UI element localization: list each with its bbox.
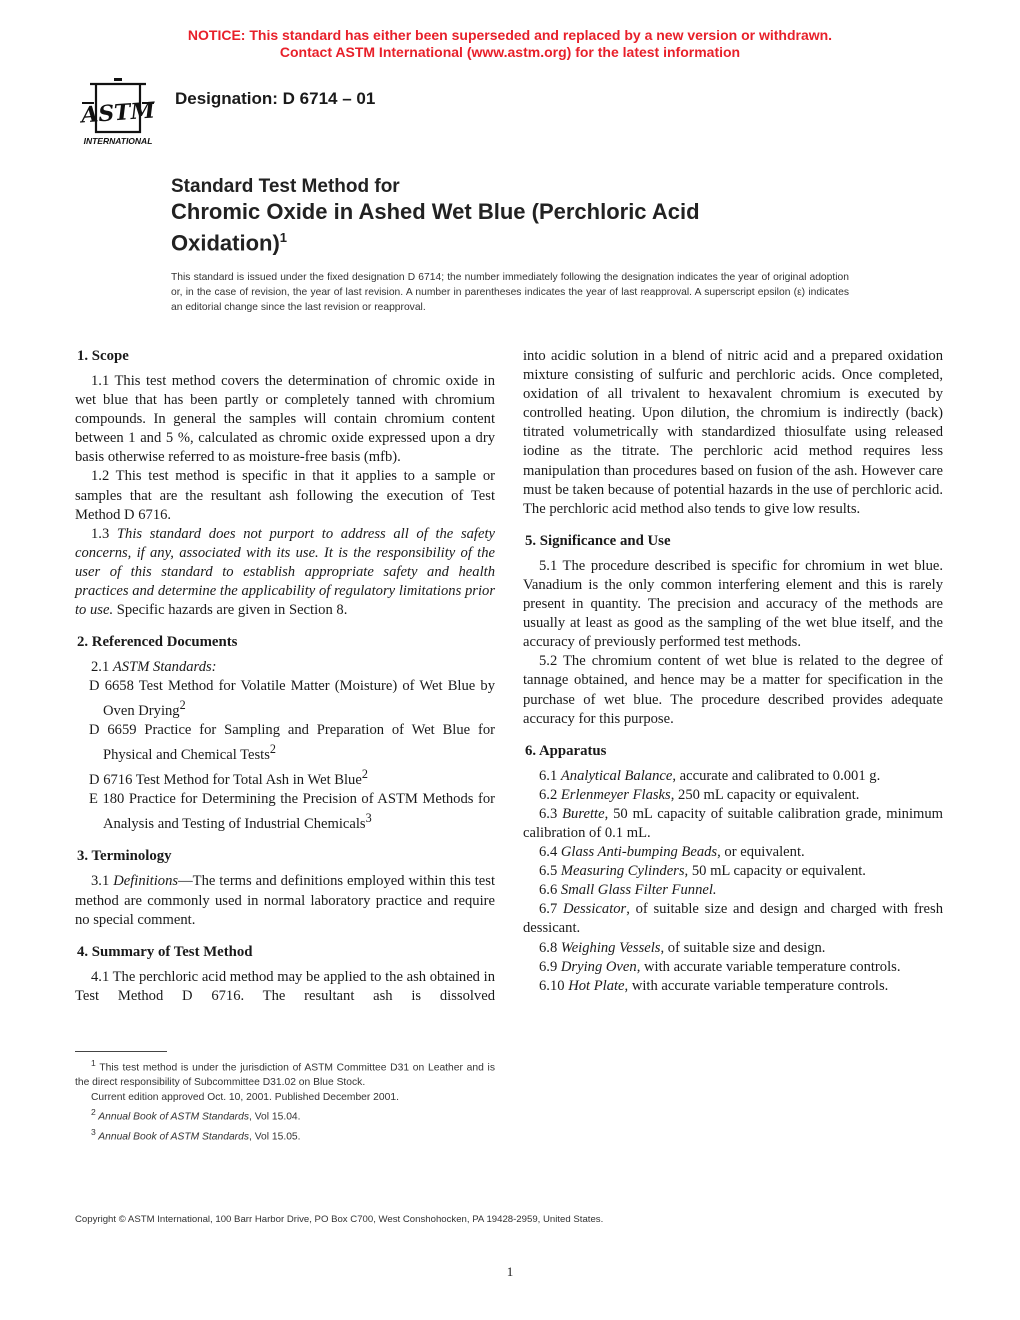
section-heading: 3. Terminology bbox=[77, 848, 172, 865]
item-desc: , accurate and calibrated to 0.001 g. bbox=[672, 767, 881, 784]
item-num: 6.3 bbox=[539, 805, 563, 822]
reference-item bbox=[75, 721, 495, 765]
reference-item bbox=[75, 677, 495, 721]
footnote-ref: 2 bbox=[269, 742, 276, 757]
apparatus-item bbox=[523, 958, 943, 977]
footnote-text: , Vol 15.05. bbox=[248, 1131, 301, 1143]
apparatus-item bbox=[523, 881, 943, 900]
footnote-italic: Annual Book of ASTM Standards bbox=[95, 1111, 249, 1123]
item-name: Glass Anti-bumping Beads bbox=[560, 844, 718, 861]
section-heading: 6. Apparatus bbox=[525, 742, 607, 759]
item-name: Analytical Balance bbox=[560, 767, 673, 784]
item-desc: , 250 mL capacity or equivalent. bbox=[670, 786, 860, 803]
paragraph-5-1: 5.1 The procedure described is specific for chromium in wet blue. Vanadium is the only common interfering element and this is rarely present in quantity. The precision and accuracy of the methods are usually at least as good as the sampling of the wet blue itself, and the accuracy of previously performed test methods. bbox=[523, 557, 943, 651]
para-italic: Definitions bbox=[113, 873, 179, 890]
item-num: 6.1 bbox=[539, 767, 561, 784]
item-num: 6.8 bbox=[539, 939, 561, 956]
apparatus-item bbox=[523, 843, 943, 862]
item-num: 6.6 bbox=[539, 882, 561, 899]
item-name: Weighing Vessels bbox=[560, 939, 661, 956]
footnotes bbox=[75, 1056, 495, 1144]
left-column bbox=[75, 347, 495, 1019]
astm-logo bbox=[76, 76, 160, 148]
item-desc: , 50 mL capacity or equivalent. bbox=[684, 863, 866, 880]
document-title bbox=[171, 175, 831, 256]
footnote-text: This test method is under the jurisdiction of ASTM Committee D31 on Leather and is the direct responsibility of Subcommittee D31.02 on Blue Stock. bbox=[75, 1062, 495, 1089]
item-num: 6.4 bbox=[539, 844, 561, 861]
page-number: 1 bbox=[506, 1264, 514, 1279]
section-summary-continued bbox=[523, 347, 943, 519]
item-num: 6.10 bbox=[539, 977, 569, 994]
footnote-ref: 2 bbox=[179, 698, 186, 713]
item-desc: , with accurate variable temperature controls. bbox=[624, 977, 889, 994]
footnote-divider bbox=[75, 1051, 167, 1052]
para-rest: —The terms and definitions employed within this test method are commonly used in normal laboratory practice and require no special comment. bbox=[75, 873, 496, 928]
paragraph-1-2: 1.2 This test method is specific in that it applies to a sample or samples that are the resultant ash following the execution of Test Method D 6716. bbox=[75, 468, 495, 523]
paragraph-1-1: 1.1 This test method covers the determination of chromic oxide in wet blue that has been partly or completely tanned with chromium compounds. In general the samples will contain chromium content between 1 and 5 %, calculated as chromic oxide expressed upon a dry basis otherwise referred to as moisture-free basis (mfb). bbox=[75, 373, 495, 466]
copyright: Copyright © ASTM International, 100 Barr Harbor Drive, PO Box C700, West Conshohocken, PA 19428-2959, United States. bbox=[75, 1214, 604, 1225]
title-line-3 bbox=[171, 225, 831, 256]
item-name: Measuring Cylinders bbox=[560, 863, 685, 880]
item-num: 6.2 bbox=[539, 786, 561, 803]
reference-text: E 180 Practice for Determining the Precision of ASTM Methods for Analysis and Testing of Industrial Chemicals bbox=[89, 791, 495, 833]
right-column bbox=[523, 347, 943, 1009]
para-num: 3.1 bbox=[91, 873, 114, 890]
section-apparatus bbox=[523, 742, 943, 996]
notice-line-2: Contact ASTM International (www.astm.org) for the latest information bbox=[279, 44, 741, 60]
paragraph-2-1 bbox=[75, 658, 495, 677]
paragraph-5-2: 5.2 The chromium content of wet blue is related to the degree of tannage obtained, and hence may be a matter for specification in the purchase of wet blue. The procedure described provides adequate accuracy for this purpose. bbox=[523, 653, 943, 727]
reference-text: D 6659 Practice for Sampling and Preparation of Wet Blue for Physical and Chemical Tests bbox=[89, 722, 495, 764]
section-heading: 5. Significance and Use bbox=[525, 532, 671, 549]
item-name: Small Glass Filter Funnel. bbox=[560, 882, 717, 899]
item-desc: , or equivalent. bbox=[717, 844, 805, 861]
para-rest: Specific hazards are given in Section 8. bbox=[113, 602, 348, 619]
paragraph-4-1-continued: into acidic solution in a blend of nitric acid and a prepared oxidation mixture consisting of sulfuric and perchloric acids. Once completed, oxidation of all trivalent to hexavalent chromium is executed by controlled heating. Upon dilution, the chromium is indirectly (back) titrated volumetrically with standardized thiosulfate using released iodine as the titrate. The perchloric acid method requires less manipulation than procedures based on fusion of the ash. However care must be taken because of potential hazards in the use of perchloric acid. The perchloric acid method also tends to give low results. bbox=[523, 348, 943, 517]
withdrawn-notice bbox=[0, 27, 1020, 61]
apparatus-item bbox=[523, 767, 943, 786]
section-terminology bbox=[75, 847, 495, 929]
paragraph-3-1 bbox=[75, 872, 495, 929]
section-heading: 4. Summary of Test Method bbox=[77, 943, 253, 960]
apparatus-item bbox=[523, 862, 943, 881]
footnote-ref: 2 bbox=[361, 767, 368, 782]
logo-mark: ASTM bbox=[80, 97, 156, 129]
footnote-marker: 3 bbox=[91, 1126, 96, 1137]
apparatus-item bbox=[523, 939, 943, 958]
title-line-2: Chromic Oxide in Ashed Wet Blue (Perchloric Acid bbox=[171, 199, 700, 224]
section-summary bbox=[75, 943, 495, 1006]
item-num: 6.5 bbox=[539, 863, 561, 880]
section-referenced-documents bbox=[75, 633, 495, 834]
reference-item bbox=[75, 790, 495, 834]
logo-international: INTERNATIONAL bbox=[83, 136, 153, 146]
para-num: 1.3 bbox=[91, 525, 117, 542]
section-significance bbox=[523, 532, 943, 729]
para-italic: ASTM Standards: bbox=[112, 659, 217, 676]
apparatus-item bbox=[523, 786, 943, 805]
footnote-1-approval: Current edition approved Oct. 10, 2001. Published December 2001. bbox=[91, 1092, 399, 1104]
item-desc: , of suitable size and design. bbox=[660, 939, 826, 956]
item-num: 6.9 bbox=[539, 958, 561, 975]
item-desc: , of suitable size and design and charged with fresh dessicant. bbox=[523, 901, 943, 937]
reference-text: D 6716 Test Method for Total Ash in Wet Blue bbox=[89, 772, 362, 789]
item-name: Dessicator bbox=[562, 901, 627, 918]
footnote-ref: 3 bbox=[365, 811, 372, 826]
item-name: Hot Plate bbox=[568, 977, 625, 994]
footnote-marker: 1 bbox=[91, 1058, 96, 1068]
paragraph-4-1-start: 4.1 The perchloric acid method may be applied to the ash obtained in Test Method D 6716. The resultant ash is dissolved bbox=[75, 968, 495, 1004]
issued-note: This standard is issued under the fixed designation D 6714; the number immediately following the designation indicates the year of original adoption or, in the case of revision, the year of last revision. A number in parentheses indicates the year of last reapproval. A superscript epsilon (ε) indicates an editorial change since the last revision or reapproval. bbox=[171, 272, 849, 313]
reference-text: D 6658 Test Method for Volatile Matter (Moisture) of Wet Blue by Oven Drying bbox=[89, 678, 495, 720]
item-desc: , 50 mL capacity of suitable calibration grade, minimum calibration of 0.1 mL. bbox=[523, 805, 944, 841]
footnote-italic: Annual Book of ASTM Standards bbox=[95, 1131, 249, 1143]
notice-line-1: NOTICE: This standard has either been superseded and replaced by a new version or withdrawn. bbox=[187, 27, 833, 43]
paragraph-1-3 bbox=[75, 525, 495, 620]
footnote-marker: 2 bbox=[91, 1107, 96, 1118]
designation: Designation: D 6714 – 01 bbox=[175, 89, 376, 108]
apparatus-item bbox=[523, 900, 943, 938]
title-line-3-text: Oxidation) bbox=[171, 230, 280, 256]
footnote-2 bbox=[75, 1105, 495, 1124]
reference-item bbox=[75, 765, 495, 790]
item-name: Erlenmeyer Flasks bbox=[560, 786, 671, 803]
item-desc: , with accurate variable temperature controls. bbox=[636, 958, 901, 975]
item-num: 6.7 bbox=[539, 901, 563, 918]
safety-caveat: This standard does not purport to address all of the safety concerns, if any, associated with its use. It is the responsibility of the user of this standard to establish appropriate safety and health practices and determine the applicability of regulatory limitations prior to use. bbox=[75, 525, 495, 619]
apparatus-item bbox=[523, 977, 943, 996]
title-footnote-ref: 1 bbox=[279, 230, 288, 245]
item-name: Drying Oven bbox=[560, 958, 637, 975]
title-line-1: Standard Test Method for bbox=[171, 176, 400, 197]
footnote-1 bbox=[75, 1056, 495, 1090]
item-name: Burette bbox=[562, 805, 605, 822]
apparatus-item bbox=[523, 805, 943, 843]
section-scope bbox=[75, 347, 495, 620]
section-heading: 1. Scope bbox=[77, 348, 129, 364]
para-num: 2.1 bbox=[91, 659, 113, 676]
footnote-text: , Vol 15.04. bbox=[248, 1111, 301, 1123]
section-heading: 2. Referenced Documents bbox=[77, 634, 238, 651]
footnote-3 bbox=[75, 1125, 495, 1144]
